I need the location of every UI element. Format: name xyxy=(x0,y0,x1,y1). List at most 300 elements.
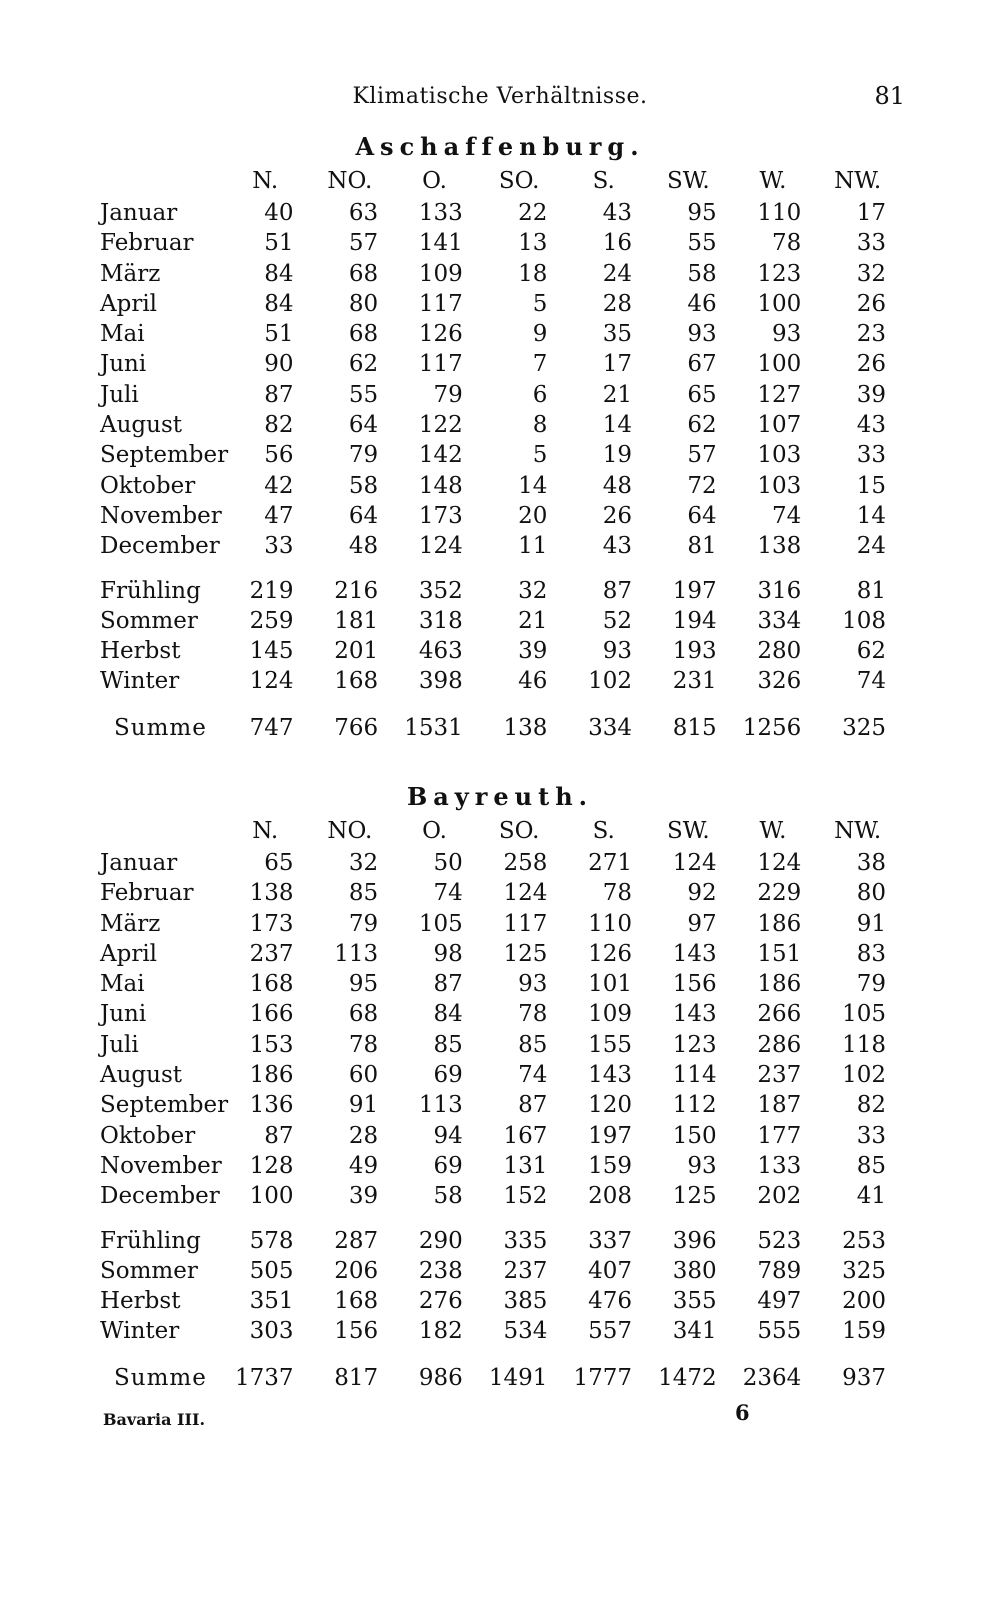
table-cell: 1472 xyxy=(658,1364,717,1391)
table-cell: 93 xyxy=(518,971,548,998)
table-cell: 396 xyxy=(672,1227,717,1254)
table-cell: 168 xyxy=(334,1288,379,1315)
table-cell: 78 xyxy=(518,1001,548,1028)
table-row xyxy=(100,878,900,908)
table-cell: 206 xyxy=(334,1257,379,1284)
table-cell: 95 xyxy=(348,971,379,998)
table-cell: 124 xyxy=(503,880,548,907)
table-cell: 74 xyxy=(772,502,802,529)
table-row xyxy=(100,471,900,501)
table-cell: 87 xyxy=(433,971,463,998)
row-label: Februar xyxy=(100,230,194,257)
table-cell: 351 xyxy=(249,1288,294,1315)
table-cell: 55 xyxy=(687,230,717,257)
row-label: Juli xyxy=(100,1031,139,1058)
row-label: Winter xyxy=(100,668,180,695)
table-cell: 85 xyxy=(433,1031,463,1058)
table-cell: 72 xyxy=(687,472,717,499)
table-cell: 747 xyxy=(249,714,294,741)
table-cell: 35 xyxy=(602,321,633,348)
row-label: August xyxy=(100,1062,183,1089)
table-row xyxy=(100,909,900,939)
table-row xyxy=(100,228,900,258)
table-cell: 64 xyxy=(348,502,379,529)
table-cell: 159 xyxy=(588,1152,633,1179)
table-cell: 87 xyxy=(518,1092,548,1119)
table-row xyxy=(100,440,900,470)
row-label: Februar xyxy=(100,880,194,907)
table-cell: 497 xyxy=(757,1288,802,1315)
section-title-bayreuth: Bayreuth. xyxy=(406,782,594,811)
table-cell: 79 xyxy=(856,971,886,998)
table-cell: 817 xyxy=(334,1364,379,1391)
table-cell: 303 xyxy=(249,1318,294,1345)
table-cell: 287 xyxy=(334,1227,379,1254)
table-cell: 127 xyxy=(757,381,802,408)
table-cell: 87 xyxy=(264,1122,294,1149)
table-cell: 168 xyxy=(334,668,379,695)
table-cell: 148 xyxy=(418,472,463,499)
table-cell: 87 xyxy=(264,381,294,408)
table-cell: 52 xyxy=(602,607,633,634)
table-cell: 80 xyxy=(856,880,886,907)
table-cell: 380 xyxy=(672,1257,717,1284)
table-cell: 81 xyxy=(856,577,886,604)
table-cell: 126 xyxy=(588,940,633,967)
table-cell: 84 xyxy=(264,260,294,287)
row-label: Herbst xyxy=(100,1288,181,1315)
table-cell: 92 xyxy=(687,880,717,907)
table-row xyxy=(100,1030,900,1060)
table-cell: 58 xyxy=(687,260,717,287)
wind-table-bayreuth xyxy=(100,814,900,1393)
spacer-row xyxy=(100,697,900,713)
table-cell: 68 xyxy=(348,260,379,287)
table-cell: 21 xyxy=(602,381,633,408)
column-header: NW. xyxy=(834,818,882,844)
table-cell: 124 xyxy=(249,668,294,695)
column-header: SO. xyxy=(498,818,540,844)
table-cell: 84 xyxy=(264,290,294,317)
table-cell: 258 xyxy=(503,850,548,876)
table-cell: 197 xyxy=(672,577,717,604)
table-cell: 48 xyxy=(348,533,379,560)
table-cell: 125 xyxy=(672,1183,717,1210)
table-cell: 1256 xyxy=(742,714,802,741)
column-header-row xyxy=(100,164,900,198)
table-cell: 316 xyxy=(757,577,802,604)
table-cell: 463 xyxy=(418,638,463,665)
table-row xyxy=(100,349,900,379)
row-label: März xyxy=(100,910,161,937)
table-cell: 98 xyxy=(433,940,463,967)
table-cell: 138 xyxy=(503,714,548,741)
table-cell: 326 xyxy=(757,668,802,695)
table-cell: 49 xyxy=(348,1152,379,1179)
table-cell: 505 xyxy=(249,1257,294,1284)
table-cell: 97 xyxy=(687,910,717,937)
table-cell: 259 xyxy=(249,607,294,634)
section-title-aschaffenburg: Aschaffenburg. xyxy=(355,132,645,161)
corner-cell xyxy=(100,164,223,198)
table-row xyxy=(100,1151,900,1181)
table-cell: 51 xyxy=(264,230,294,257)
table-row xyxy=(100,999,900,1029)
table-row xyxy=(100,501,900,531)
column-header-row xyxy=(100,814,900,848)
table-cell: 42 xyxy=(264,472,294,499)
row-label: Sommer xyxy=(100,1257,198,1284)
table-cell: 177 xyxy=(757,1122,802,1149)
table-cell: 355 xyxy=(672,1288,717,1315)
table-cell: 93 xyxy=(602,638,633,665)
table-cell: 407 xyxy=(588,1257,633,1284)
table-cell: 94 xyxy=(433,1122,463,1149)
table-cell: 79 xyxy=(348,442,379,469)
table-cell: 103 xyxy=(757,442,802,469)
table-cell: 216 xyxy=(334,577,379,604)
table-cell: 335 xyxy=(503,1227,548,1254)
table-cell: 334 xyxy=(757,607,802,634)
table-cell: 122 xyxy=(418,412,463,439)
table-cell: 6 xyxy=(532,381,548,408)
table-cell: 28 xyxy=(602,290,633,317)
table-cell: 63 xyxy=(348,200,379,226)
table-cell: 123 xyxy=(757,260,802,287)
column-header: O. xyxy=(422,168,447,194)
table-cell: 159 xyxy=(842,1318,886,1345)
table-cell: 385 xyxy=(503,1288,548,1315)
table-row xyxy=(100,939,900,969)
table-cell: 11 xyxy=(518,533,548,560)
table-cell: 74 xyxy=(856,668,886,695)
table-cell: 19 xyxy=(602,442,633,469)
table-cell: 85 xyxy=(348,880,379,907)
table-cell: 143 xyxy=(588,1062,633,1089)
table-cell: 153 xyxy=(249,1031,294,1058)
column-header: SW. xyxy=(667,818,710,844)
row-label: August xyxy=(100,412,183,439)
table-cell: 181 xyxy=(334,607,379,634)
table-cell: 124 xyxy=(418,533,463,560)
table-cell: 253 xyxy=(842,1227,886,1254)
column-header: SO. xyxy=(498,168,540,194)
row-label: Juni xyxy=(100,351,147,378)
table-cell: 22 xyxy=(518,200,548,226)
column-header: N. xyxy=(252,168,279,194)
table-cell: 2364 xyxy=(742,1364,802,1391)
table-cell: 83 xyxy=(856,940,886,967)
table-cell: 155 xyxy=(588,1031,633,1058)
table-cell: 69 xyxy=(433,1062,463,1089)
table-cell: 123 xyxy=(672,1031,717,1058)
table-cell: 67 xyxy=(687,351,717,378)
table-row xyxy=(100,531,900,561)
table-cell: 57 xyxy=(348,230,379,257)
table-cell: 33 xyxy=(856,230,886,257)
table-cell: 64 xyxy=(687,502,717,529)
table-cell: 208 xyxy=(588,1183,633,1210)
table-cell: 138 xyxy=(249,880,294,907)
table-cell: 62 xyxy=(687,412,717,439)
table-cell: 74 xyxy=(518,1062,548,1089)
table-cell: 229 xyxy=(757,880,802,907)
row-label: Januar xyxy=(100,200,178,226)
table-cell: 156 xyxy=(334,1318,379,1345)
footer-source: Bavaria III. xyxy=(103,1410,206,1429)
table-cell: 80 xyxy=(348,290,379,317)
table-cell: 151 xyxy=(757,940,802,967)
table-row xyxy=(100,1121,900,1151)
table-cell: 166 xyxy=(249,1001,294,1028)
table-cell: 91 xyxy=(856,910,886,937)
table-cell: 82 xyxy=(264,412,294,439)
table-cell: 100 xyxy=(757,290,802,317)
table-cell: 24 xyxy=(856,533,886,560)
table-cell: 534 xyxy=(503,1318,548,1345)
table-cell: 182 xyxy=(418,1318,463,1345)
table-cell: 14 xyxy=(856,502,886,529)
table-cell: 124 xyxy=(672,850,717,876)
table-cell: 26 xyxy=(856,290,886,317)
table-cell: 16 xyxy=(602,230,633,257)
spacer-row xyxy=(100,562,900,576)
table-cell: 100 xyxy=(249,1183,294,1210)
column-header: NO. xyxy=(327,818,373,844)
table-cell: 555 xyxy=(757,1318,802,1345)
table-cell: 17 xyxy=(856,200,886,226)
row-label: November xyxy=(100,1152,222,1179)
table-cell: 557 xyxy=(588,1318,633,1345)
table-cell: 133 xyxy=(757,1152,802,1179)
table-row xyxy=(100,1060,900,1090)
table-row xyxy=(100,1226,900,1256)
table-cell: 101 xyxy=(588,971,633,998)
table-row xyxy=(100,1256,900,1286)
table-cell: 124 xyxy=(757,850,802,876)
table-cell: 398 xyxy=(418,668,463,695)
table-cell: 91 xyxy=(348,1092,379,1119)
table-cell: 82 xyxy=(856,1092,886,1119)
table-cell: 168 xyxy=(249,971,294,998)
table-cell: 150 xyxy=(672,1122,717,1149)
table-cell: 186 xyxy=(249,1062,294,1089)
table-cell: 136 xyxy=(249,1092,294,1119)
table-cell: 271 xyxy=(588,850,633,876)
table-cell: 117 xyxy=(418,351,463,378)
table-cell: 341 xyxy=(672,1318,717,1345)
row-label: Summe xyxy=(114,1364,207,1391)
table-cell: 986 xyxy=(418,1364,463,1391)
column-header: SW. xyxy=(667,168,710,194)
table-cell: 105 xyxy=(842,1001,886,1028)
table-row xyxy=(100,666,900,696)
table-cell: 202 xyxy=(757,1183,802,1210)
table-cell: 21 xyxy=(518,607,548,634)
row-label: Juli xyxy=(100,381,139,408)
row-label: December xyxy=(100,533,220,560)
table-cell: 18 xyxy=(518,260,548,287)
table-row xyxy=(100,289,900,319)
table-cell: 28 xyxy=(348,1122,379,1149)
table-row xyxy=(100,259,900,289)
table-cell: 815 xyxy=(672,714,717,741)
table-cell: 113 xyxy=(418,1092,463,1119)
table-cell: 578 xyxy=(249,1227,294,1254)
table-cell: 103 xyxy=(757,472,802,499)
table-cell: 14 xyxy=(602,412,633,439)
table-cell: 93 xyxy=(772,321,802,348)
table-cell: 84 xyxy=(433,1001,463,1028)
table-cell: 58 xyxy=(433,1183,463,1210)
table-row xyxy=(100,576,900,606)
table-cell: 7 xyxy=(532,351,548,378)
table-cell: 79 xyxy=(348,910,379,937)
table-cell: 46 xyxy=(687,290,717,317)
table-cell: 60 xyxy=(348,1062,379,1089)
table-cell: 8 xyxy=(532,412,548,439)
table-cell: 50 xyxy=(433,850,463,876)
table-cell: 9 xyxy=(532,321,548,348)
table-cell: 237 xyxy=(249,940,294,967)
table-cell: 107 xyxy=(757,412,802,439)
table-cell: 113 xyxy=(334,940,379,967)
table-cell: 193 xyxy=(672,638,717,665)
table-row xyxy=(100,1286,900,1316)
table-cell: 33 xyxy=(264,533,294,560)
table-cell: 318 xyxy=(418,607,463,634)
table-cell: 51 xyxy=(264,321,294,348)
table-cell: 69 xyxy=(433,1152,463,1179)
table-cell: 95 xyxy=(687,200,717,226)
table-cell: 74 xyxy=(433,880,463,907)
row-label: Oktober xyxy=(100,1122,196,1149)
row-label: Sommer xyxy=(100,607,198,634)
table-cell: 5 xyxy=(532,442,548,469)
table-cell: 40 xyxy=(264,200,294,226)
table-cell: 194 xyxy=(672,607,717,634)
table-cell: 85 xyxy=(856,1152,886,1179)
table-cell: 78 xyxy=(602,880,633,907)
row-label: September xyxy=(100,1092,229,1119)
table-cell: 118 xyxy=(842,1031,886,1058)
table-cell: 85 xyxy=(518,1031,548,1058)
column-header: NW. xyxy=(834,168,882,194)
wind-table-aschaffenburg xyxy=(100,164,900,743)
table-cell: 79 xyxy=(433,381,463,408)
table-row xyxy=(100,410,900,440)
table-cell: 15 xyxy=(856,472,886,499)
table-cell: 38 xyxy=(856,850,886,876)
corner-cell xyxy=(100,814,223,848)
row-label: Oktober xyxy=(100,472,196,499)
row-label: März xyxy=(100,260,161,287)
table-row xyxy=(100,606,900,636)
row-label: Herbst xyxy=(100,638,181,665)
table-cell: 141 xyxy=(418,230,463,257)
table-row xyxy=(100,713,900,743)
table-cell: 237 xyxy=(757,1062,802,1089)
table-cell: 145 xyxy=(249,638,294,665)
table-row xyxy=(100,1363,900,1393)
table-cell: 286 xyxy=(757,1031,802,1058)
table-cell: 43 xyxy=(602,200,633,226)
table-cell: 78 xyxy=(348,1031,379,1058)
table-cell: 32 xyxy=(856,260,886,287)
table-cell: 476 xyxy=(588,1288,633,1315)
table-cell: 26 xyxy=(602,502,633,529)
table-cell: 32 xyxy=(348,850,379,876)
table-cell: 39 xyxy=(518,638,548,665)
table-cell: 64 xyxy=(348,412,379,439)
table-cell: 173 xyxy=(249,910,294,937)
table-cell: 43 xyxy=(856,412,886,439)
table-cell: 39 xyxy=(856,381,886,408)
table-cell: 47 xyxy=(264,502,294,529)
table-cell: 32 xyxy=(518,577,548,604)
table-cell: 219 xyxy=(249,577,294,604)
table-cell: 186 xyxy=(757,910,802,937)
table-cell: 110 xyxy=(588,910,633,937)
row-label: Januar xyxy=(100,850,178,876)
table-cell: 231 xyxy=(672,668,717,695)
table-cell: 33 xyxy=(856,1122,886,1149)
table-row xyxy=(100,1181,900,1211)
table-cell: 109 xyxy=(418,260,463,287)
table-cell: 276 xyxy=(418,1288,463,1315)
table-cell: 78 xyxy=(772,230,802,257)
table-cell: 68 xyxy=(348,1001,379,1028)
row-label: Frühling xyxy=(100,577,201,604)
table-cell: 120 xyxy=(588,1092,633,1119)
table-cell: 23 xyxy=(856,321,886,348)
row-label: September xyxy=(100,442,229,469)
table-cell: 102 xyxy=(842,1062,886,1089)
table-cell: 266 xyxy=(757,1001,802,1028)
table-cell: 133 xyxy=(418,200,463,226)
table-cell: 109 xyxy=(588,1001,633,1028)
row-label: Mai xyxy=(100,971,145,998)
table-cell: 125 xyxy=(503,940,548,967)
table-cell: 142 xyxy=(418,442,463,469)
table-cell: 117 xyxy=(418,290,463,317)
table-cell: 65 xyxy=(264,850,294,876)
table-cell: 1531 xyxy=(404,714,463,741)
table-cell: 187 xyxy=(757,1092,802,1119)
table-cell: 156 xyxy=(672,971,717,998)
table-cell: 238 xyxy=(418,1257,463,1284)
table-cell: 108 xyxy=(842,607,886,634)
spacer-row xyxy=(100,1212,900,1226)
row-label: Mai xyxy=(100,321,145,348)
table-cell: 337 xyxy=(588,1227,633,1254)
table-cell: 58 xyxy=(348,472,379,499)
table-cell: 352 xyxy=(418,577,463,604)
table-cell: 105 xyxy=(418,910,463,937)
table-cell: 117 xyxy=(503,910,548,937)
table-cell: 128 xyxy=(249,1152,294,1179)
table-cell: 1491 xyxy=(488,1364,548,1391)
table-cell: 290 xyxy=(418,1227,463,1254)
table-cell: 102 xyxy=(588,668,633,695)
table-cell: 100 xyxy=(757,351,802,378)
column-header: W. xyxy=(759,168,787,194)
column-header: N. xyxy=(252,818,279,844)
table-cell: 48 xyxy=(602,472,633,499)
page-number: 81 xyxy=(874,82,905,110)
column-header: O. xyxy=(422,818,447,844)
page-title: Klimatische Verhältnisse. xyxy=(352,84,648,109)
